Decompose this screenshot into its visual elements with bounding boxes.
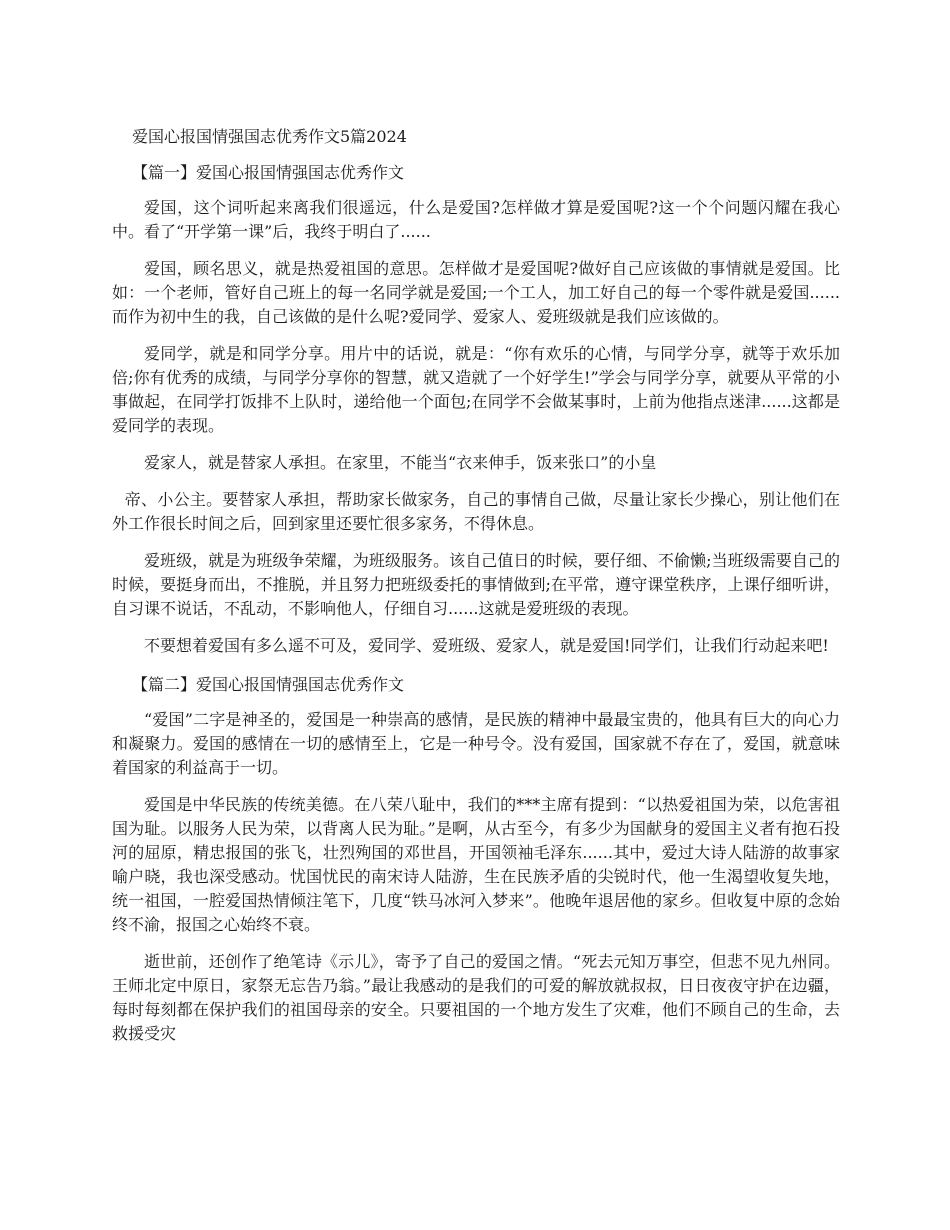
paragraph: 爱国，这个词听起来离我们很遥远，什么是爱国?怎样做才算是爱国呢?这一个个问题闪耀在我心中。看了“开学第一课”后，我终于明白了...... bbox=[112, 198, 840, 241]
section-2 bbox=[112, 671, 840, 1046]
paragraph: 爱国是中华民族的传统美德。在八荣八耻中，我们的***主席有提到：“以热爱祖国为荣，以危害祖国为耻。以服务人民为荣，以背离人民为耻。”是啊，从古至今，有多少为国献身的爱国主义者有抱石投河的屈原，精忠报国的张飞，壮烈殉国的邓世昌，开国领袖毛泽东......其中，爱过大诗人陆游的故事家喻户晓，我也深受感动。忧国忧民的南宋诗人陆游，生在民族矛盾的尖锐时代，他一生渴望收复失地，统一祖国，一腔爱国热情倾注笔下，几度“铁马冰河入梦来”。他晚年退居他的家乡。但收复中原的念始终不渝，报国之心始终不衰。 bbox=[112, 795, 840, 934]
paragraph: 爱国，顾名思义，就是热爱祖国的意思。怎样做才是爱国呢?做好自己应该做的事情就是爱国。比如：一个老师，管好自己班上的每一名同学就是爱国;一个工人，加工好自己的每一个零件就是爱国......而作为初中生的我，自己该做的是什么呢?爱同学、爱家人、爱班级就是我们应该做的。 bbox=[112, 259, 840, 326]
paragraph: 不要想着爱国有多么遥不可及，爱同学、爱班级、爱家人，就是爱国!同学们，让我们行动起来吧! bbox=[144, 636, 829, 655]
paragraph: “爱国”二字是神圣的，爱国是一种崇高的感情，是民族的精神中最最宝贵的，他具有巨大的向心力和凝聚力。爱国的感情在一切的感情至上，它是一种号令。没有爱国，国家就不存在了，爱国，就意味着国家的利益高于一切。 bbox=[112, 710, 840, 777]
paragraph: 帝、小公主。要替家人承担，帮助家长做家务，自己的事情自己做，尽量让家长少操心，别让他们在外工作很长时间之后，回到家里还要忙很多家务，不得休息。 bbox=[112, 490, 840, 533]
section-heading: 【篇二】爱国心报国情强国志优秀作文 bbox=[132, 675, 405, 694]
paragraph: 爱班级，就是为班级争荣耀，为班级服务。该自己值日的时候，要仔细、不偷懒;当班级需要自己的时候，要挺身而出，不推脱，并且努力把班级委托的事情做到;在平常，遵守课堂秩序，上课仔细听讲，自习课不说话，不乱动，不影响他人，仔细自习......这就是爱班级的表现。 bbox=[112, 551, 840, 618]
paragraph: 爱家人，就是替家人承担。在家里，不能当“衣来伸手，饭来张口”的小皇 bbox=[144, 453, 657, 472]
document-title: 爱国心报国情强国志优秀作文5篇2024 bbox=[132, 127, 407, 146]
paragraph: 逝世前，还创作了绝笔诗《示儿》，寄予了自己的爱国之情。“死去元知万事空，但悲不见九州同。王师北定中原日，家祭无忘告乃翁。”最让我感动的是我们的可爱的解放就叔叔，日日夜夜守护在边疆，每时每刻都在保护我们的祖国母亲的安全。只要祖国的一个地方发生了灾难，他们不顾自己的生命，去救援受灾 bbox=[112, 952, 840, 1043]
section-1 bbox=[112, 159, 840, 658]
paragraph: 爱同学，就是和同学分享。用片中的话说，就是：“你有欢乐的心情，与同学分享，就等于欢乐加倍;你有优秀的成绩，与同学分享你的智慧，就又造就了一个好学生!”学会与同学分享，就要从平常的小事做起，在同学打饭排不上队时，递给他一个面包;在同学不会做某事时，上前为他指点迷津......这都是爱同学的表现。 bbox=[112, 344, 840, 435]
section-heading: 【篇一】爱国心报国情强国志优秀作文 bbox=[132, 163, 405, 182]
